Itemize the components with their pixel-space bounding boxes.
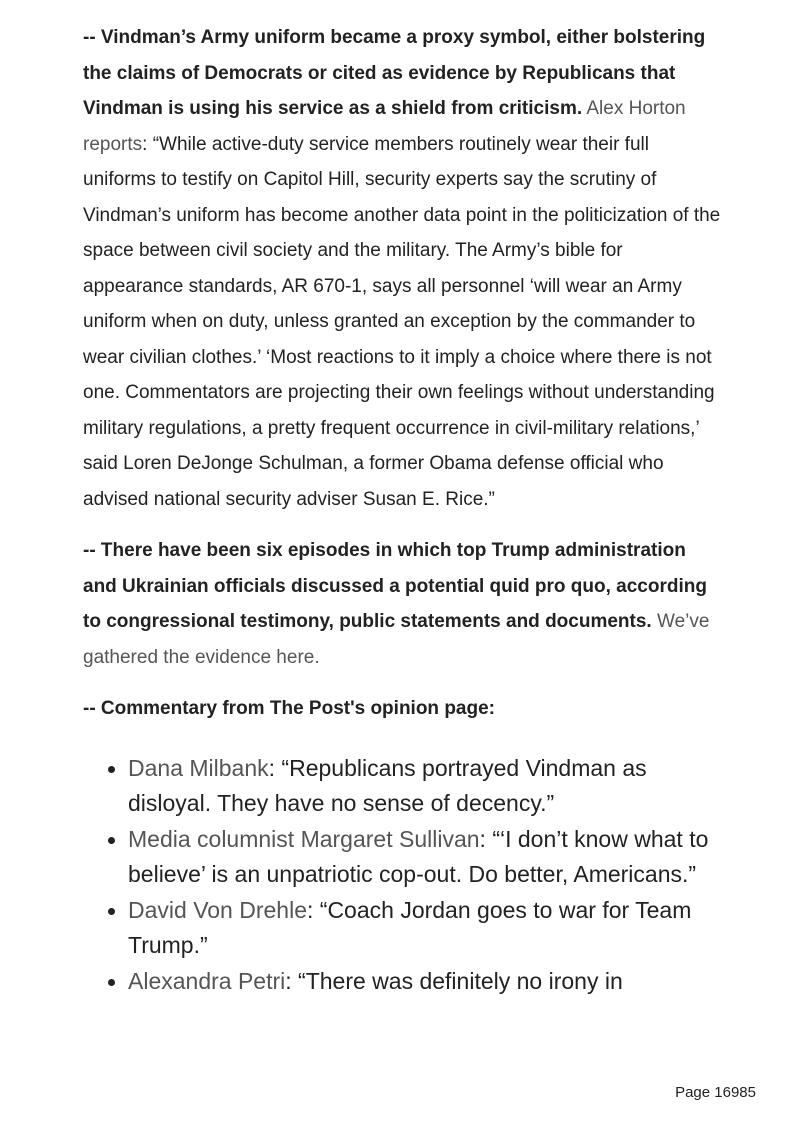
- list-item-text: : “Republicans portrayed Vindman as disloyal. They have no sense of decency.”: [128, 754, 647, 816]
- list-item: [128, 751, 723, 822]
- paragraph-vindman-uniform: [83, 20, 723, 517]
- paragraph-text: : “While active-duty service members routinely wear their full uniforms to testify on Capitol Hill, security experts say the scrutiny of Vindman’s uniform has become another data point in the politicization of the space between civil society and the military. The Army’s bible for appearance standards, AR 670-1, says all personnel ‘will wear an Army uniform when on duty, unless granted an exception by the commander to wear civilian clothes.’ ‘Most reactions to it imply a choice where there is not one. Commentators are projecting their own feelings without understanding military regulations, a pretty frequent occurrence in civil-military relations,’ said Loren DeJonge Schulman, a former Obama defense official who advised national security adviser Susan E. Rice.”: [83, 133, 721, 510]
- paragraph-bold-lead: -- Vindman’s Army uniform became a proxy symbol, either bolstering the claims of Democrats or cited as evidence by Republicans that Vindman is using his service as a shield from criticism.: [83, 27, 706, 119]
- list-item-text: : “There was definitely no irony in: [285, 967, 623, 994]
- link-alexandra-petri[interactable]: Alexandra Petri: [128, 967, 286, 994]
- article-body: [83, 20, 723, 999]
- link-david-von-drehle[interactable]: David Von Drehle: [128, 896, 307, 923]
- paragraph-quid-pro-quo: [83, 533, 723, 675]
- link-dana-milbank[interactable]: Dana Milbank: [128, 754, 269, 781]
- paragraph-bold-lead: -- There have been six episodes in which top Trump administration and Ukrainian officials discussed a potential quid pro quo, according to congressional testimony, public statements and documents.: [83, 540, 707, 632]
- commentary-list: [83, 751, 723, 1000]
- list-item: [128, 964, 723, 1000]
- link-margaret-sullivan[interactable]: Media columnist Margaret Sullivan: [128, 825, 480, 852]
- list-item-text: : “Coach Jordan goes to war for Team Trump.”: [128, 896, 692, 958]
- link-evidence[interactable]: We’ve gathered the evidence here.: [83, 611, 710, 668]
- list-item-text: : “‘I don’t know what to believe’ is an unpatriotic cop-out. Do better, Americans.”: [128, 825, 709, 887]
- list-item: [128, 822, 723, 893]
- commentary-heading: -- Commentary from The Post's opinion page:: [83, 698, 495, 719]
- page-number: Page 16985: [675, 1084, 756, 1101]
- list-item: [128, 893, 723, 964]
- link-alex-horton[interactable]: Alex Horton reports: [83, 98, 686, 155]
